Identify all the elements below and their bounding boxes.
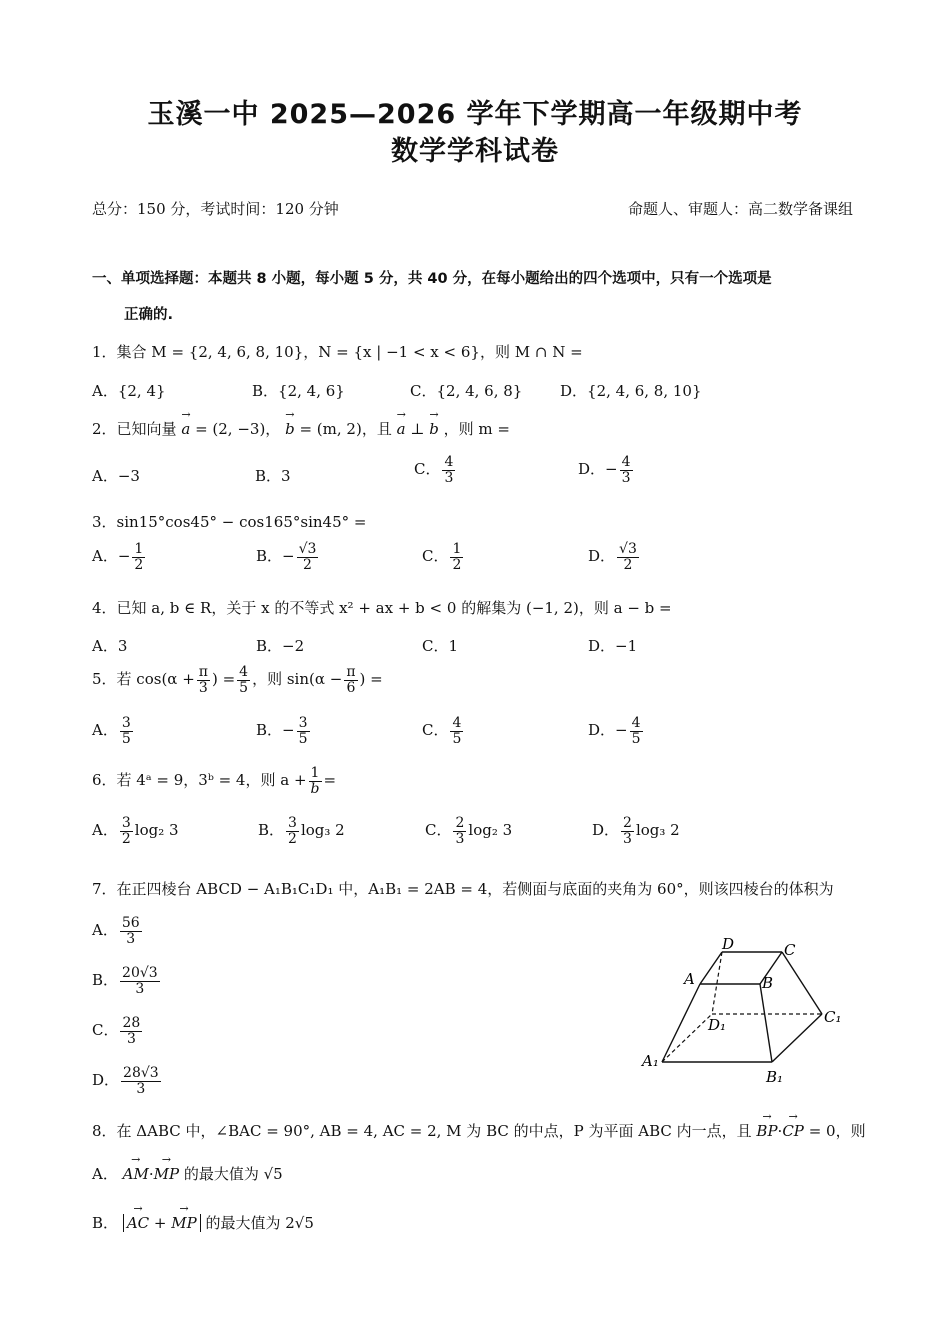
vector-AM: → AM	[123, 1165, 149, 1183]
fraction	[450, 542, 463, 572]
denominator: 2	[288, 830, 297, 847]
question-2-option-c	[414, 455, 457, 485]
fraction	[309, 766, 322, 796]
denominator: 5	[452, 730, 462, 747]
fraction	[620, 455, 633, 485]
question-1-stem: 1．集合 M = {2, 4, 6, 8, 10}，N = {x | −1 < x < 6}，则 M ∩ N =	[92, 343, 583, 361]
question-2-stem-end: ，则 m =	[443, 420, 510, 438]
question-3-stem: 3．sin15°cos45° − cos165°sin45° =	[92, 513, 367, 531]
question-6-option-c	[425, 816, 512, 846]
exam-meta-score-time: 总分：150 分，考试时间：120 分钟	[92, 200, 339, 218]
question-5-option-b	[256, 716, 312, 746]
fraction	[120, 1016, 142, 1046]
fraction	[450, 716, 463, 746]
question-3-option-a	[92, 542, 147, 572]
denominator: 2	[121, 830, 131, 847]
label-D: D	[722, 935, 735, 953]
fraction	[132, 542, 145, 572]
question-3-option-b	[256, 542, 320, 572]
question-2-stem: 2．已知向量 → a = (2, −3)， → b = (m, 2)，且 → a ⊥ → b ，则 m =	[92, 418, 510, 439]
option-label: A．	[92, 1165, 118, 1183]
question-4-option-c: C．1	[422, 637, 459, 655]
question-7-stem: 7．在正四棱台 ABCD − A₁B₁C₁D₁ 中，A₁B₁ = 2AB = 4，若侧面与底面的夹角为 60°，则该四棱台的体积为	[92, 880, 834, 898]
vector-MP: → MP	[154, 1165, 179, 1183]
numerator: √3	[619, 541, 637, 557]
label-D1: D₁	[708, 1016, 727, 1034]
fraction	[120, 916, 142, 946]
vector-a: → a	[181, 420, 190, 438]
question-6-option-d	[592, 816, 680, 846]
denominator: 5	[631, 730, 641, 747]
q8-part: 8．在 ΔABC 中，∠BAC = 90°, AB = 4, AC = 2, M 为 BC 的中点，P 为平面 ABC 内一点，且	[92, 1122, 752, 1140]
question-8-option-b	[92, 1212, 314, 1233]
question-4-option-b: B．−2	[256, 637, 305, 655]
denominator: 3	[136, 1080, 146, 1097]
question-2-stem-prefix: 2．已知向量	[92, 420, 177, 438]
edge-BB1	[760, 984, 772, 1062]
question-6-stem	[92, 766, 336, 796]
fraction	[121, 1066, 161, 1096]
numerator: 3	[121, 715, 131, 731]
label-C: C	[784, 941, 796, 959]
edge-B1C1	[772, 1014, 822, 1062]
numerator: 28	[122, 1015, 141, 1031]
edge-A1D1	[662, 1014, 712, 1062]
numerator: 4	[444, 454, 454, 470]
edge-CC1	[782, 952, 822, 1014]
vector-CP: → CP	[782, 1122, 804, 1140]
exam-title-line2: 数学学科试卷	[391, 136, 559, 167]
denominator: 5	[121, 730, 131, 747]
label-A1: A₁	[642, 1052, 659, 1070]
denominator: 3	[135, 980, 145, 997]
denominator: 3	[198, 679, 208, 696]
question-8-stem: 8．在 ΔABC 中，∠BAC = 90°, AB = 4, AC = 2, M 为 BC 的中点，P 为平面 ABC 内一点，且 → BP·→ CP = 0，则	[92, 1120, 866, 1141]
question-1-option-d: D．{2, 4, 6, 8, 10}	[560, 382, 702, 400]
question-2-stem-rest: = (2, −3)，	[195, 420, 281, 438]
option-label: A．−	[92, 547, 131, 566]
option-label: B．	[92, 1214, 119, 1232]
label-B1: B₁	[766, 1068, 784, 1086]
label-C1: C₁	[824, 1008, 842, 1026]
numerator: 4	[452, 715, 462, 731]
numerator: π	[198, 664, 208, 680]
question-2-option-c-label: C．	[414, 460, 441, 479]
denominator: 5	[298, 730, 308, 747]
question-4-stem: 4．已知 a, b ∈ R，关于 x 的不等式 x² + ax + b < 0 的解集为 (−1, 2)，则 a − b =	[92, 599, 672, 617]
question-4-option-a: A．3	[92, 637, 128, 655]
numerator: 20√3	[122, 965, 158, 981]
log-term: log₂ 3	[134, 821, 179, 840]
numerator: 56	[121, 915, 140, 931]
vector-a-2: → a	[397, 420, 406, 438]
numerator: 28√3	[123, 1065, 159, 1081]
option-label: D．	[592, 821, 620, 840]
log-term: log₂ 3	[468, 821, 513, 840]
fraction	[453, 816, 466, 846]
numerator: 4	[239, 664, 249, 680]
question-5-stem	[92, 665, 383, 695]
numerator: √3	[298, 541, 317, 557]
fraction	[297, 716, 310, 746]
fraction	[630, 716, 643, 746]
question-6-option-b	[258, 816, 345, 846]
vector-BP: → BP	[756, 1122, 777, 1140]
log-term: log₃ 2	[635, 821, 680, 840]
question-5-option-d	[588, 716, 645, 746]
fraction	[617, 542, 639, 572]
edge-AD	[700, 952, 722, 984]
numerator: 1	[452, 541, 462, 557]
question-2-option-d-label: D．−	[578, 460, 618, 479]
question-7-option-d	[92, 1066, 163, 1096]
question-7-option-b	[92, 966, 162, 996]
question-5-option-a	[92, 716, 135, 746]
question-3-option-c	[422, 542, 465, 572]
numerator: 1	[134, 541, 144, 557]
q8-part: = 0，则	[808, 1122, 866, 1140]
frustum-figure	[636, 932, 856, 1092]
q6-part: 6．若 4ᵃ = 9，3ᵇ = 4，则 a +	[92, 771, 307, 790]
q5-part: 5．若 cos(α +	[92, 670, 195, 689]
question-8-option-a: A． → AM·→ MP 的最大值为 √5	[92, 1163, 283, 1184]
question-7-option-a	[92, 916, 144, 946]
section-heading	[92, 261, 862, 333]
q6-part: =	[323, 771, 337, 790]
label-A: A	[684, 970, 695, 988]
question-2-stem-rest2: = (m, 2)，且	[299, 420, 392, 438]
vector-MP: → MP	[171, 1214, 196, 1232]
numerator: 2	[623, 815, 632, 831]
fraction	[621, 816, 634, 846]
numerator: 3	[298, 715, 308, 731]
denominator: 3	[621, 469, 631, 486]
option-label: C．	[422, 547, 449, 566]
option-label: B．	[92, 971, 119, 990]
fraction	[297, 542, 319, 572]
label-B: B	[762, 974, 774, 992]
question-4-option-d: D．−1	[588, 637, 638, 655]
denominator: 2	[452, 556, 462, 573]
q5-part: ，则 sin(α −	[252, 670, 343, 689]
log-term: log₃ 2	[300, 821, 345, 840]
q5-part: ) =	[211, 670, 236, 689]
option-label: A．	[92, 821, 118, 840]
numerator: 4	[631, 715, 641, 731]
exam-meta-authors: 命题人、审题人：高二数学备课组	[627, 200, 853, 218]
fraction	[120, 816, 133, 846]
question-1-option-c: C．{2, 4, 6, 8}	[410, 382, 523, 400]
option-label: C．	[422, 721, 449, 740]
option-label: B．−	[256, 547, 295, 566]
option-label: A．	[92, 721, 118, 740]
fraction	[120, 716, 133, 746]
vector-b-2: → b	[429, 420, 439, 438]
numerator: π	[346, 664, 356, 680]
option-label: D．−	[588, 721, 628, 740]
denominator: b	[310, 780, 320, 797]
numerator: 4	[621, 454, 631, 470]
vector-magnitude: → AC + → MP	[123, 1214, 201, 1232]
question-1-option-a: A．{2, 4}	[92, 382, 166, 400]
numerator: 2	[455, 815, 465, 831]
exam-title-line1: 玉溪一中 2025—2026 学年下学期高一年级期中考	[147, 99, 803, 130]
question-3-option-d	[588, 542, 641, 572]
section-heading-line2: 正确的.	[124, 307, 174, 323]
numerator: 3	[288, 815, 297, 831]
denominator: 3	[126, 930, 136, 947]
question-2-option-a: A．−3	[92, 467, 140, 485]
fraction	[344, 665, 357, 695]
denominator: 3	[126, 1030, 136, 1047]
option-label: C．	[92, 1021, 119, 1040]
edge-AA1	[662, 984, 700, 1062]
section-heading-line1: 一、单项选择题：本题共 8 小题，每小题 5 分，共 40 分，在每小题给出的四个选项中，只有一个选项是	[92, 271, 772, 287]
fraction	[237, 665, 250, 695]
denominator: 2	[134, 556, 144, 573]
denominator: 2	[623, 556, 633, 573]
option-label: A．	[92, 921, 118, 940]
question-2-option-d	[578, 455, 635, 485]
denominator: 3	[623, 830, 632, 847]
option-label: D．	[92, 1071, 120, 1090]
vector-AC: → AC	[127, 1214, 149, 1232]
question-1-option-b: B．{2, 4, 6}	[252, 382, 345, 400]
denominator: 6	[346, 679, 356, 696]
question-7-option-c	[92, 1016, 144, 1046]
option-label: D．	[588, 547, 616, 566]
option-label: C．	[425, 821, 452, 840]
question-2-option-b: B．3	[255, 467, 291, 485]
numerator: 1	[309, 766, 322, 782]
option-label: B．−	[256, 721, 295, 740]
q5-part: ) =	[359, 670, 383, 689]
fraction	[197, 665, 210, 695]
denominator: 2	[303, 556, 312, 573]
vector-b: → b	[285, 420, 295, 438]
fraction	[286, 816, 299, 846]
denominator: 5	[239, 679, 249, 696]
option-text: 的最大值为 √5	[183, 1165, 283, 1183]
numerator: 3	[121, 815, 131, 831]
fraction	[442, 455, 455, 485]
denominator: 3	[455, 830, 465, 847]
question-6-option-a	[92, 816, 179, 846]
question-5-option-c	[422, 716, 465, 746]
fraction	[120, 966, 160, 996]
option-text: 的最大值为 2√5	[205, 1214, 314, 1232]
edge-DD1	[712, 952, 722, 1014]
option-label: B．	[258, 821, 285, 840]
denominator: 3	[444, 469, 454, 486]
